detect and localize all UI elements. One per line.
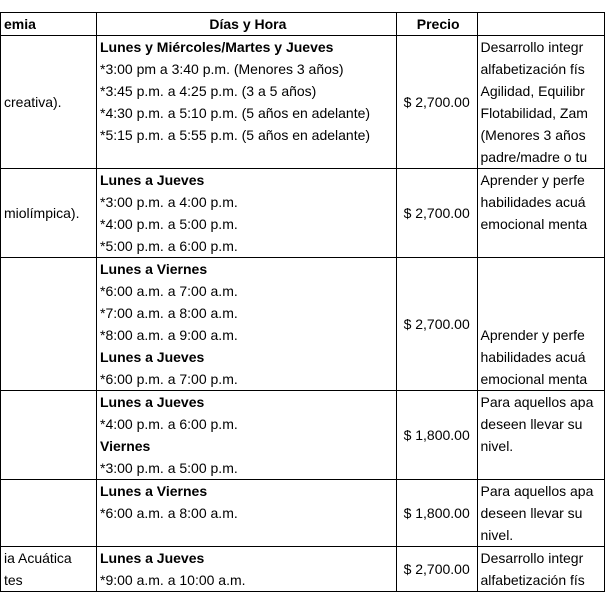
program-cell[interactable] bbox=[1, 547, 97, 592]
table-row bbox=[1, 391, 605, 480]
schedule-time: *4:00 p.m. a 5:00 p.m. bbox=[100, 216, 238, 232]
price-cell[interactable]: $ 2,700.00 bbox=[396, 169, 477, 258]
schedule-days: Lunes a Jueves bbox=[100, 349, 205, 365]
description-line: alfabetización fís bbox=[480, 572, 585, 588]
program-cell[interactable] bbox=[1, 258, 97, 391]
description-line: habilidades acuá bbox=[480, 194, 586, 210]
description-line: Agilidad, Equilibr bbox=[480, 83, 585, 99]
description-line: Desarrollo integr bbox=[480, 550, 584, 566]
schedule-time: *4:00 p.m. a 6:00 p.m. bbox=[100, 416, 238, 432]
description-line: emocional menta bbox=[480, 371, 588, 387]
schedule-time: *4:30 p.m. a 5:10 p.m. (5 años en adelante) bbox=[100, 105, 371, 121]
description-cell[interactable] bbox=[477, 36, 604, 169]
schedule-time: *6:00 a.m. a 7:00 a.m. bbox=[100, 283, 238, 299]
program-name: miolímpica). bbox=[4, 205, 80, 221]
description-line: Para aquellos apa bbox=[480, 394, 594, 410]
table-row bbox=[1, 258, 605, 391]
schedule-time: *3:00 p.m. a 5:00 p.m. bbox=[100, 460, 238, 476]
schedule-cell[interactable] bbox=[97, 169, 397, 258]
program-cell[interactable] bbox=[1, 480, 97, 547]
description-cell[interactable] bbox=[477, 480, 604, 547]
table-body bbox=[1, 36, 605, 592]
price-cell[interactable]: $ 1,800.00 bbox=[396, 480, 477, 547]
header-row bbox=[1, 13, 605, 36]
schedule-time: *5:00 p.m. a 6:00 p.m. bbox=[100, 238, 238, 254]
description-line bbox=[481, 457, 604, 479]
description-line bbox=[481, 280, 604, 302]
program-name: creativa). bbox=[4, 94, 62, 110]
description-cell[interactable] bbox=[477, 258, 604, 391]
schedule-time: *7:00 a.m. a 8:00 a.m. bbox=[100, 305, 238, 321]
program-cell[interactable] bbox=[1, 36, 97, 169]
schedule-cell[interactable] bbox=[97, 258, 397, 391]
schedule-cell[interactable] bbox=[97, 480, 397, 547]
header-schedule: Días y Hora bbox=[97, 13, 397, 36]
description-line bbox=[481, 302, 604, 324]
description-cell[interactable] bbox=[477, 169, 604, 258]
schedule-time: *5:15 p.m. a 5:55 p.m. (5 años en adelante) bbox=[100, 127, 371, 143]
description-line: Aprender y perfe bbox=[480, 172, 585, 188]
program-cell[interactable] bbox=[1, 169, 97, 258]
schedule-days: Lunes a Viernes bbox=[100, 483, 208, 499]
description-line: padre/madre o tu bbox=[480, 149, 588, 165]
schedule-time: *3:45 p.m. a 4:25 p.m. (3 a 5 años) bbox=[100, 83, 317, 99]
header-program: emia bbox=[1, 13, 97, 36]
description-line: alfabetización fís bbox=[480, 61, 585, 77]
table-row bbox=[1, 169, 605, 258]
table-row bbox=[1, 547, 605, 592]
description-line: habilidades acuá bbox=[480, 349, 586, 365]
description-line: Desarrollo integr bbox=[480, 39, 584, 55]
schedule-cell[interactable] bbox=[97, 547, 397, 592]
schedule-days: Lunes a Jueves bbox=[100, 172, 205, 188]
schedule-time: *8:00 a.m. a 9:00 a.m. bbox=[100, 327, 238, 343]
schedule-time: *6:00 a.m. a 8:00 a.m. bbox=[100, 505, 238, 521]
description-line: deseen llevar su bbox=[480, 416, 583, 432]
description-line: Flotabilidad, Zam bbox=[480, 105, 588, 121]
table-row bbox=[1, 36, 605, 169]
schedule-days: Lunes a Jueves bbox=[100, 394, 205, 410]
schedule-days: Lunes y Miércoles/Martes y Jueves bbox=[100, 39, 334, 55]
schedule-time: *6:00 p.m. a 7:00 p.m. bbox=[100, 371, 238, 387]
description-line bbox=[481, 235, 604, 257]
description-line bbox=[481, 258, 604, 280]
schedule-time: *9:00 a.m. a 10:00 a.m. bbox=[100, 572, 246, 588]
description-line: (Menores 3 años bbox=[480, 127, 586, 143]
description-line: nivel. bbox=[480, 527, 514, 543]
price-cell[interactable]: $ 2,700.00 bbox=[396, 36, 477, 169]
table-row bbox=[1, 480, 605, 547]
description-line: Para aquellos apa bbox=[480, 483, 594, 499]
schedule-days: Viernes bbox=[100, 438, 151, 454]
schedule-days: Lunes a Jueves bbox=[100, 550, 205, 566]
description-line: nivel. bbox=[480, 438, 514, 454]
price-cell[interactable]: $ 2,700.00 bbox=[396, 258, 477, 391]
description-line: emocional menta bbox=[480, 216, 588, 232]
price-cell[interactable]: $ 1,800.00 bbox=[396, 391, 477, 480]
description-line: deseen llevar su bbox=[480, 505, 583, 521]
schedule-time: *3:00 pm a 3:40 p.m. (Menores 3 años) bbox=[100, 61, 344, 77]
header-price: Precio bbox=[396, 13, 477, 36]
schedule-cell[interactable] bbox=[97, 36, 397, 169]
schedule-time: *3:00 p.m. a 4:00 p.m. bbox=[100, 194, 238, 210]
price-cell[interactable]: $ 2,700.00 bbox=[396, 547, 477, 592]
program-name: ia Acuática tes bbox=[4, 550, 72, 588]
schedule-days: Lunes a Viernes bbox=[100, 261, 208, 277]
header-description bbox=[477, 13, 604, 36]
schedule-cell[interactable] bbox=[97, 391, 397, 480]
description-line: Aprender y perfe bbox=[480, 327, 585, 343]
program-cell[interactable] bbox=[1, 391, 97, 480]
schedule-table bbox=[0, 12, 605, 592]
description-cell[interactable] bbox=[477, 391, 604, 480]
description-cell[interactable] bbox=[477, 547, 604, 592]
